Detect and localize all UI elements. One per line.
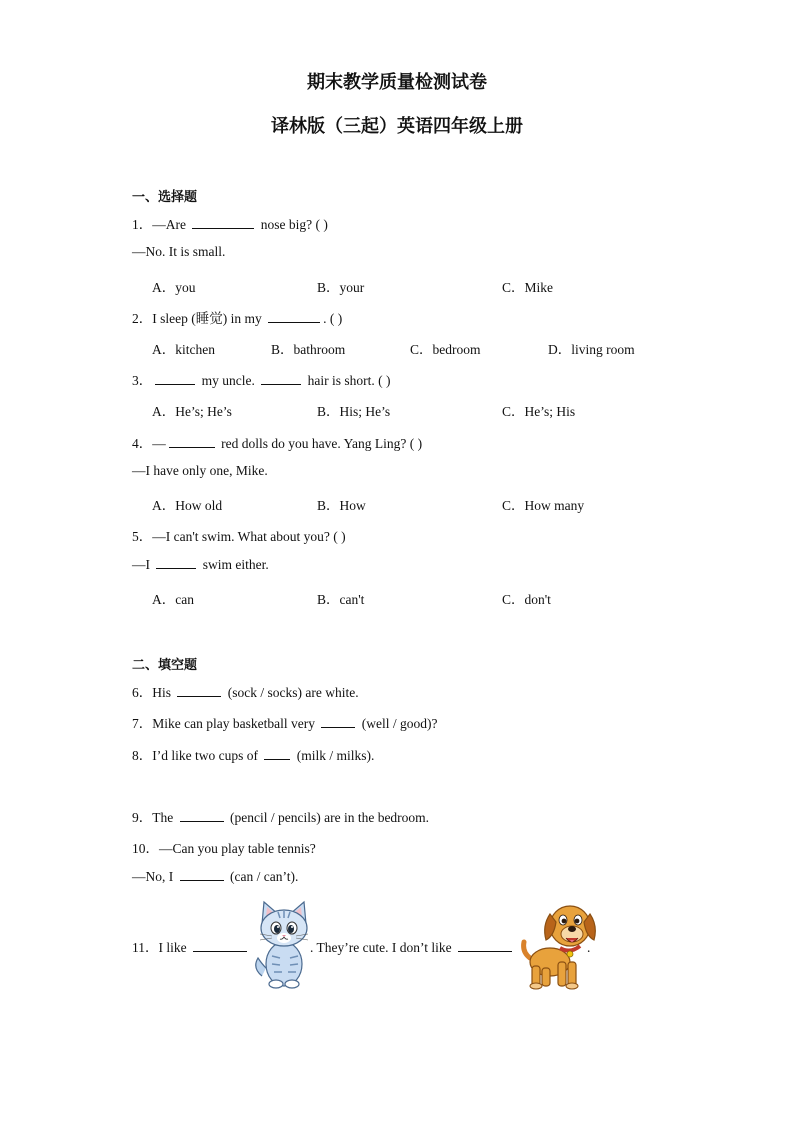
question-text: 11．I like — [132, 940, 190, 955]
answer-blank[interactable] — [169, 435, 215, 448]
question-text: red dolls do you have. Yang Ling? ( ) — [217, 436, 423, 451]
question-4-reply: —I have only one, Mike. — [132, 463, 268, 478]
answer-blank[interactable] — [155, 372, 195, 385]
option-a[interactable]: A．He’s; He’s — [152, 404, 232, 419]
option-b[interactable]: B．can't — [317, 592, 365, 607]
question-text: 7．Mike can play basketball very — [132, 716, 319, 731]
question-text: (pencil / pencils) are in the bedroom. — [226, 810, 430, 825]
question-7 — [132, 712, 437, 732]
option-a[interactable]: A．kitchen — [152, 342, 215, 357]
question-6 — [132, 681, 359, 701]
question-text: 8．I’d like two cups of — [132, 748, 262, 763]
option-a[interactable]: A．can — [152, 592, 194, 607]
cat-icon — [252, 898, 316, 990]
answer-blank[interactable] — [458, 939, 512, 952]
question-1 — [132, 213, 328, 233]
question-text: (well / good)? — [358, 716, 438, 731]
question-text: nose big? ( ) — [257, 217, 328, 232]
option-b[interactable]: B．your — [317, 280, 365, 295]
question-text: 2．I sleep (睡觉) in my — [132, 311, 266, 326]
question-text: 6．His — [132, 685, 175, 700]
question-10: 10．—Can you play table tennis? — [132, 841, 316, 856]
question-text: 1．—Are — [132, 217, 190, 232]
answer-blank[interactable] — [180, 809, 224, 822]
question-text: —I — [132, 557, 154, 572]
page-title: 期末教学质量检测试卷 — [307, 72, 487, 93]
option-b[interactable]: B．How — [317, 498, 366, 513]
question-1-reply: —No. It is small. — [132, 244, 226, 259]
question-text: (can / can’t). — [226, 869, 299, 884]
question-text: . ( ) — [323, 311, 343, 326]
question-text: hair is short. ( ) — [304, 373, 391, 388]
answer-blank[interactable] — [180, 868, 224, 881]
option-c[interactable]: C．He’s; His — [502, 404, 576, 419]
question-5-reply — [132, 556, 269, 573]
question-text: . — [586, 940, 591, 955]
question-9 — [132, 806, 429, 826]
question-text: 3． — [132, 373, 153, 388]
question-3 — [132, 369, 390, 389]
answer-blank[interactable] — [264, 747, 290, 760]
option-a[interactable]: A．How old — [152, 498, 223, 513]
question-text: swim either. — [199, 557, 269, 572]
question-text: (milk / milks). — [293, 748, 375, 763]
option-b[interactable]: B．bathroom — [271, 342, 346, 357]
option-c[interactable]: C．bedroom — [410, 342, 481, 357]
question-text: 9．The — [132, 810, 177, 825]
answer-blank[interactable] — [261, 372, 301, 385]
option-c[interactable]: C．How many — [502, 498, 585, 513]
question-8 — [132, 744, 374, 764]
question-4 — [132, 432, 422, 452]
option-c[interactable]: C．don't — [502, 592, 551, 607]
page-subtitle: 译林版（三起）英语四年级上册 — [271, 116, 523, 137]
section-heading-choice: 一、选择题 — [132, 190, 198, 205]
option-a[interactable]: A．you — [152, 280, 196, 295]
question-text: —No, I — [132, 869, 177, 884]
question-5: 5．—I can't swim. What about you? ( ) — [132, 529, 346, 544]
answer-blank[interactable] — [156, 556, 196, 569]
question-text: . They’re cute. I don’t like — [310, 940, 455, 955]
answer-blank[interactable] — [192, 216, 254, 229]
answer-blank[interactable] — [177, 684, 221, 697]
option-c[interactable]: C．Mike — [502, 280, 554, 295]
question-10-reply — [132, 868, 298, 885]
answer-blank[interactable] — [268, 310, 320, 323]
section-heading-fill: 二、填空题 — [132, 658, 198, 673]
option-d[interactable]: D．living room — [548, 342, 635, 357]
dog-icon — [520, 896, 598, 992]
question-text: my uncle. — [198, 373, 259, 388]
question-2 — [132, 307, 342, 327]
option-b[interactable]: B．His; He’s — [317, 404, 391, 419]
answer-blank[interactable] — [193, 939, 247, 952]
question-text: 4．— — [132, 436, 166, 451]
answer-blank[interactable] — [321, 715, 355, 728]
question-text: (sock / socks) are white. — [224, 685, 359, 700]
